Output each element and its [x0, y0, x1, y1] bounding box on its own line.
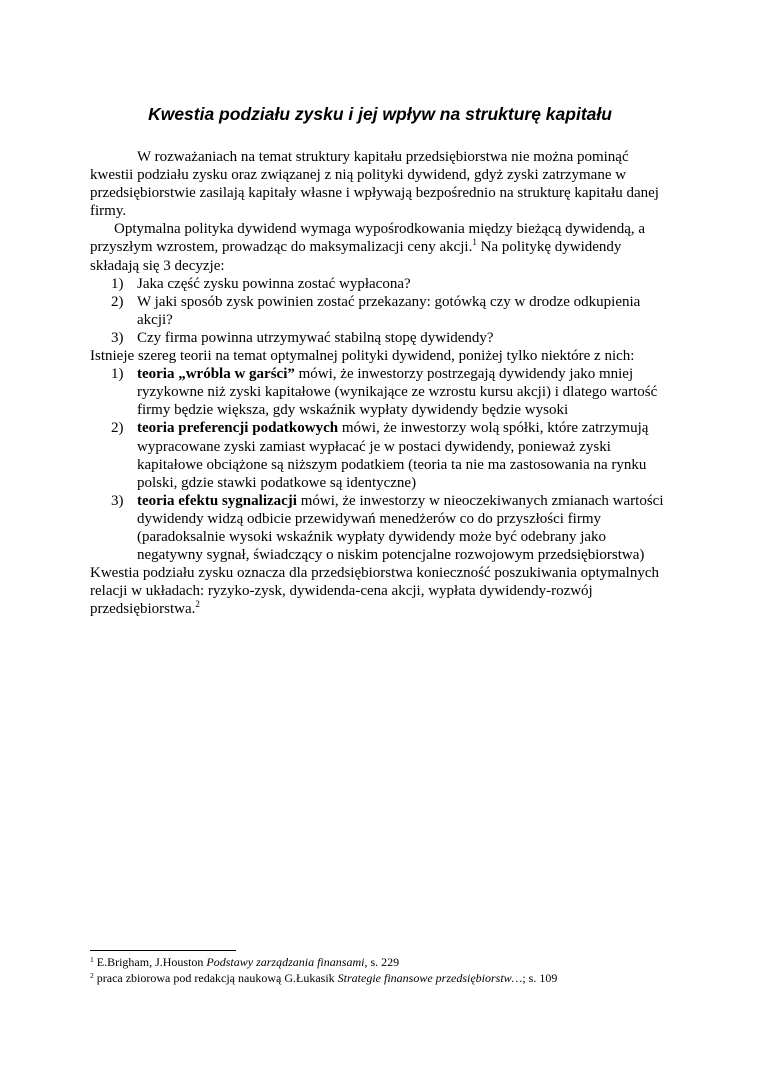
- footnote-number: 1: [90, 955, 94, 964]
- list-item: [90, 293, 670, 329]
- list-number: 2): [111, 420, 124, 437]
- footnote-number: 2: [90, 971, 94, 980]
- footnote: [90, 970, 690, 986]
- footnote-ref-1[interactable]: 1: [472, 237, 477, 248]
- decisions-list: [90, 275, 670, 347]
- footnote-separator: [90, 950, 236, 951]
- footnotes: [90, 954, 690, 986]
- paragraph-dividend-policy: [90, 220, 670, 274]
- list-number: 3): [111, 492, 124, 509]
- list-item: [90, 419, 670, 491]
- list-item: [90, 492, 670, 564]
- footnote-text: ; s. 109: [522, 971, 558, 985]
- list-item-text: mówi, że inwestorzy wolą spółki, które zatrzymują wypracowane zyski zamiast wypłacać je w postaci dywidendy, ponieważ zyski kapitałowe obciążone są niższym podatkiem (teoria ta nie ma zastosowania na rynku polski, gdzie stawki podatkowe są identyczne): [137, 420, 649, 491]
- list-number: 1): [111, 366, 124, 383]
- page-title: Kwestia podziału zysku i jej wpływ na strukturę kapitału: [148, 104, 612, 124]
- list-number: 3): [111, 329, 124, 346]
- paragraph-text: Kwestia podziału zysku oznacza dla przedsiębiorstwa konieczność poszukiwania optymalnych relacji w układach: ryzyko-zysk, dywidenda-cena akcji, wypłata dywidendy-rozwój przedsiębiorstwa.: [90, 565, 659, 618]
- paragraph-conclusion: [90, 564, 670, 618]
- theory-name: teoria efektu sygnalizacji: [137, 492, 297, 509]
- footnote-ref-2[interactable]: 2: [195, 599, 200, 610]
- footnote-text: E.Brigham, J.Houston: [93, 955, 207, 969]
- footnote-source-title: Strategie finansowe przedsiębiorstw…: [337, 971, 523, 985]
- footnote: [90, 954, 690, 970]
- footnote-text: praca zbiorowa pod redakcją naukową G.Łukasik: [93, 971, 338, 985]
- footnote-text: , s. 229: [364, 955, 400, 969]
- paragraph-theories-intro: Istnieje szereg teorii na temat optymalnej polityki dywidend, poniżej tylko niektóre z nich:: [90, 348, 635, 365]
- list-number: 2): [111, 293, 124, 310]
- paragraph-text: Na politykę dywidendy składają się 3 decyzje:: [90, 239, 622, 274]
- list-number: 1): [111, 275, 124, 292]
- footnote-source-title: Podstawy zarządzania finansami: [206, 955, 365, 969]
- theory-name: teoria „wróbla w garści”: [137, 366, 295, 383]
- list-item-text: W jaki sposób zysk powinien zostać przekazany: gotówką czy w drodze odkupienia akcji?: [137, 293, 641, 328]
- theory-name: teoria preferencji podatkowych: [137, 420, 339, 437]
- paragraph-text: Optymalna polityka dywidend wymaga wypośrodkowania między bieżącą dywidendą, a przyszłym wzrostem, prowadząc do maksymalizacji ceny akcji.: [90, 221, 646, 256]
- list-item: [90, 329, 670, 347]
- theories-list: [90, 365, 670, 564]
- list-item-text: mówi, że inwestorzy w nieoczekiwanych zmianach wartości dywidendy widzą odbicie przewidywań menedżerów co do przyszłości firmy (paradoksalnie wysoki wskaźnik wypłaty dywidendy może być odebrany jako negatywny sygnał, świadczący o niskim potencjalne rozwojowym przedsiębiorstwa): [137, 492, 664, 564]
- list-item: [90, 365, 670, 419]
- list-item-text: mówi, że inwestorzy postrzegają dywidendy jako mniej ryzykowne niż zyski kapitałowe (wynikające ze wzrostu kursu akcji) i dlatego wartość firmy będzie większa, gdy wskaźnik wypłaty dywidendy będzie wysoki: [137, 366, 658, 419]
- list-item-text: Czy firma powinna utrzymywać stabilną stopę dywidendy?: [137, 329, 494, 346]
- list-item-text: Jaka część zysku powinna zostać wypłacona?: [137, 275, 411, 292]
- paragraph-intro: W rozważaniach na temat struktury kapitału przedsiębiorstwa nie można pominąć kwestii podziału zysku oraz związanej z nią polityki dywidend, gdyż zyski zatrzymane w przedsiębiorstwie zasilają kapitały własne i wpływają bezpośrednio na strukturę kapitału danej firmy.: [90, 149, 659, 220]
- list-item: [90, 275, 670, 293]
- document-body: [90, 148, 670, 618]
